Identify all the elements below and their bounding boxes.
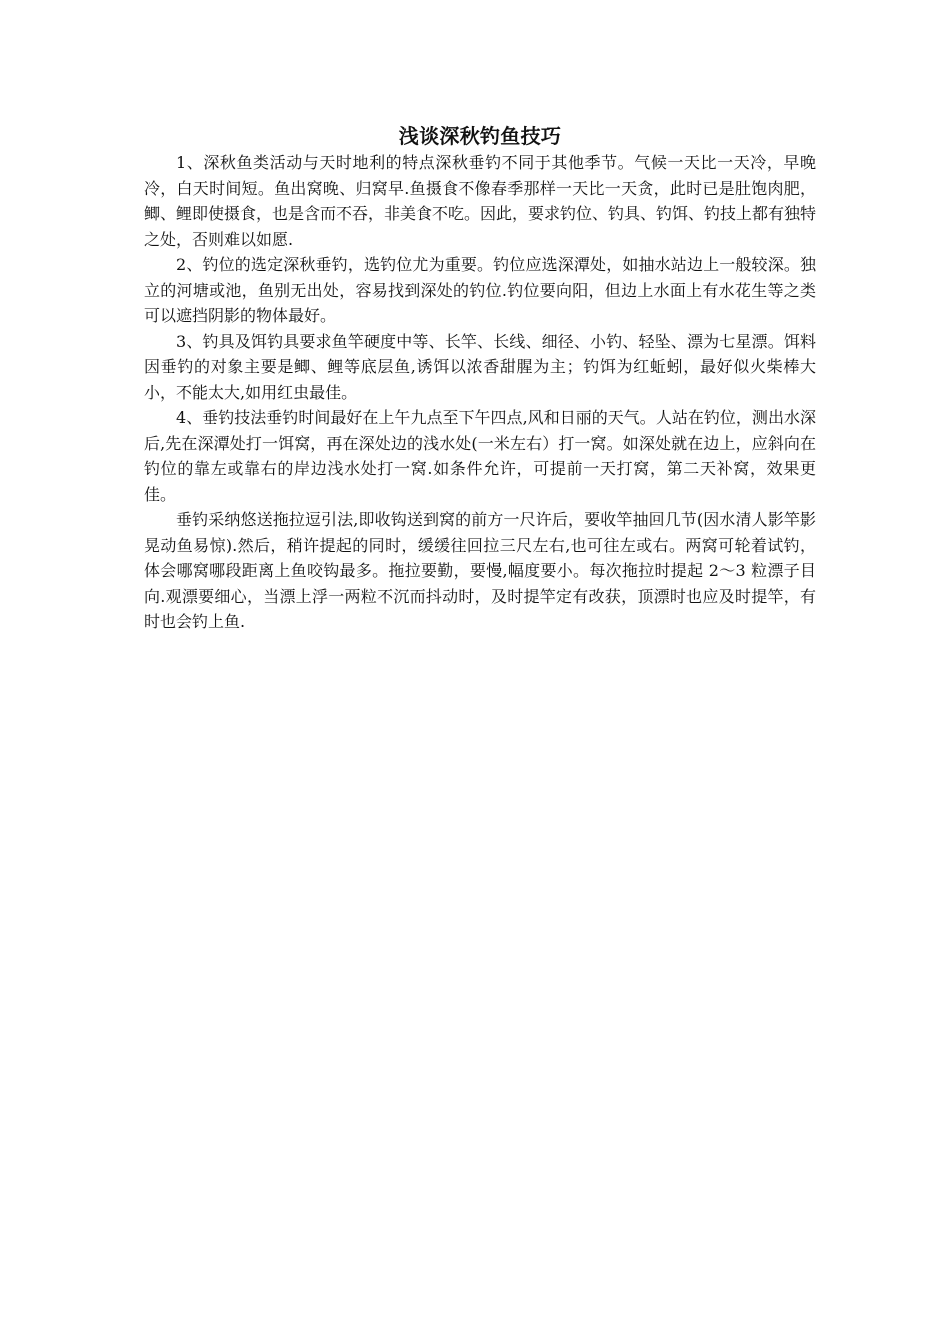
paragraph-1: 1、深秋鱼类活动与天时地利的特点深秋垂钓不同于其他季节。气候一天比一天冷，早晚冷，白天时间短。鱼出窝晚、归窝早.鱼摄食不像春季那样一天比一天贪，此时已是肚饱肉肥，鲫、鲤即使摄食，也是含而不吞，非美食不吃。因此，要求钓位、钓具、钓饵、钓技上都有独特之处，否则难以如愿.: [144, 153, 817, 249]
paragraph-3: 3、钓具及饵钓具要求鱼竿硬度中等、长竿、长线、细径、小钓、轻坠、漂为七星漂。饵料因垂钓的对象主要是鲫、鲤等底层鱼,诱饵以浓香甜腥为主；钓饵为红蚯蚓，最好似火柴棒大小，不能太大,如用红虫最佳。: [144, 331, 816, 402]
document-title: 浅谈深秋钓鱼技巧: [398, 124, 562, 148]
paragraph-5: 垂钓采纳悠送拖拉逗引法,即收钩送到窝的前方一尺许后，要收竿抽回几节(因水清人影竿影晃动鱼易惊).然后，稍许提起的同时，缓缓往回拉三尺左右,也可往左或右。两窝可轮着试钓，体会哪窝哪段距离上鱼咬钩最多。拖拉要勤，要慢,幅度要小。每次拖拉时提起 2～3 粒漂子目向.观漂要细心，当漂上浮一两粒不沉而抖动时，及时提竿定有改获，顶漂时也应及时提竿，有时也会钓上鱼.: [144, 510, 816, 631]
paragraph-4: 4、垂钓技法垂钓时间最好在上午九点至下午四点,风和日丽的天气。人站在钓位，测出水深后,先在深潭处打一饵窝，再在深处边的浅水处(一米左右）打一窝。如深处就在边上，应斜向在钓位的靠左或靠右的岸边浅水处打一窝.如条件允许，可提前一天打窝，第二天补窝，效果更佳。: [144, 408, 816, 504]
paragraph-2: 2、钓位的选定深秋垂钓，选钓位尤为重要。钓位应选深潭处，如抽水站边上一般较深。独立的河塘或池，鱼别无出处，容易找到深处的钓位.钓位要向阳，但边上水面上有水花生等之类可以遮挡阴影的物体最好。: [144, 255, 816, 325]
document-body: [144, 122, 816, 635]
